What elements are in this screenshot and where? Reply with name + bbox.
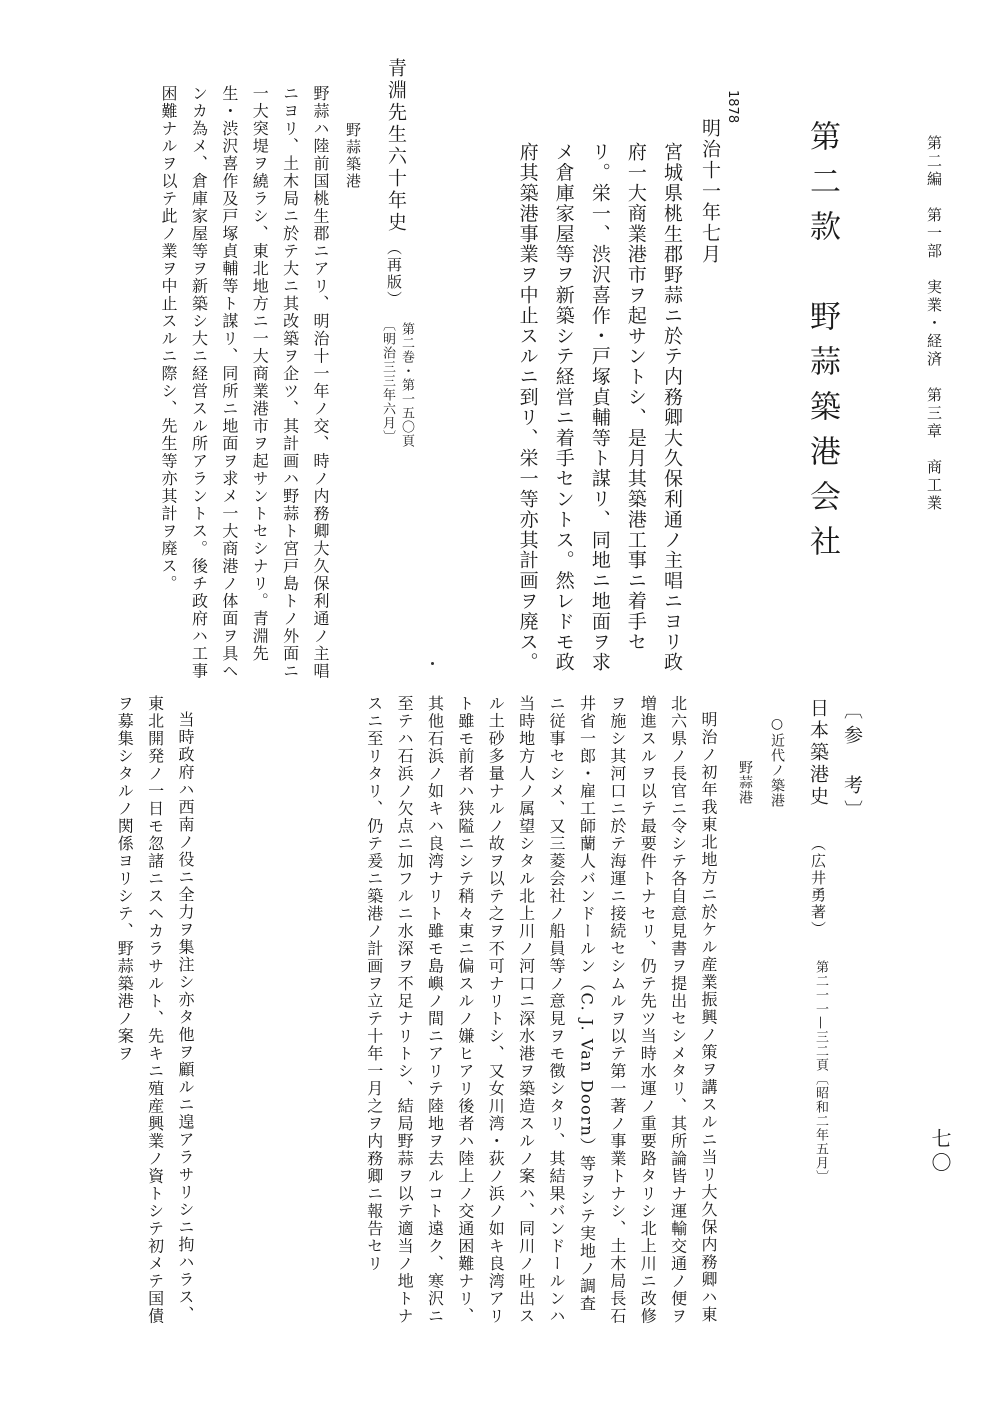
reference-citation: 第二一一—三二頁〔昭和二年五月〕 [813,960,828,1184]
section-title: 第二款 野蒜築港会社 [804,120,840,570]
separator-dot [431,662,434,665]
source-citation-volume: 第二巻・第一五〇頁 [399,322,414,448]
reference-item: ○近代ノ築港 [769,716,785,808]
source-subtitle: 野蒜築港 [344,122,362,190]
page-number: 七〇 [928,1128,952,1176]
reference-body-1: 明治ノ初年我東北地方ニ於ケル産業振興ノ策ヲ講スルニ当リ大久保内務卿ハ東北六県ノ長官ニ令シテ各自意見書ヲ提出セシメタリ、其所論皆ナ運輸交通ノ便ヲ増進スルヲ以テ最要件トナセリ、仍テ先ツ当時水運ノ重要路タリシ北上川ニ改修ヲ施シ其河口ニ於テ海運ニ接続セシムルヲ以テ第一著ノ事業トナシ、土木局長石井省一郎・雇工師蘭人バンドールン（C. J. Van Doorn）等ヲシテ実地ノ調査ニ従事セシメ、又三菱会社ノ船員等ノ意見ヲモ徴シタリ、其結果バンドールンハ当時地方人ノ属望シタル北上川ノ河口ニ深水港ヲ築造スルノ案ハ、同川ノ吐出スル土砂多量ナルノ故ヲ以テ之ヲ不可ナリトシ、又女川湾・荻ノ浜ノ如キ良湾アリト雖モ前者ハ狭隘ニシテ稍々東ニ偏スルノ嫌ヒアリ後者ハ陸上ノ交通困難ナリ、其他石浜ノ如キハ良湾ナリト雖モ島嶼ノ間ニアリテ陸地ヲ去ルコト遠ク、寒沢ニ至テハ石浜ノ欠点ニ加フルニ水深ヲ不足ナリトシ、結局野蒜ヲ以テ適当ノ地トナスニ至リタリ、仍テ爰ニ築港ノ計画ヲ立テ十年一月之ヲ内務卿ニ報告セリ [364,695,718,1325]
source-edition: （再版） [385,240,403,308]
reference-label: 〔参 考〕 [841,700,863,825]
source-citation-date: 〔明治三三年六月〕 [380,318,395,444]
reference-author: （広井勇著） [809,836,827,938]
source-body: 野蒜ハ陸前国桃生郡ニアリ、明治十一年ノ交、時ノ内務卿大久保利通ノ主唱ニヨリ、土木局ニ於テ大ニ其改築ヲ企ツ、其計画ハ野蒜ト宮戸島トノ外面ニ一大突堤ヲ繞ラシ、東北地方ニ一大商業港市ヲ起サントセシナリ。青淵先生・渋沢喜作及戸塚貞輔等ト謀リ、同所ニ地面ヲ求メ一大商港ノ体面ヲ具ヘンカ為メ、倉庫家屋等ヲ新築シ大ニ経営スル所アラントス。後チ政府ハ工事困難ナルヲ以テ此ノ業ヲ中止スルニ際シ、先生等亦其計ヲ廃ス。 [159,85,330,680]
entry-body: 宮城県桃生郡野蒜ニ於テ内務卿大久保利通ノ主唱ニヨリ政府一大商業港市ヲ起サントシ、是月其築港工事ニ着手セリ。栄一、渋沢喜作・戸塚貞輔等ト謀リ、同地ニ地面ヲ求メ倉庫家屋等ヲ新築シテ経営ニ着手セントス。然レドモ政府其築港事業ヲ中止スルニ到リ、栄一等亦其計画ヲ廃ス。 [516,142,683,673]
entry-date: 明治十一年七月 [699,118,721,265]
reference-title: 日本築港史 [807,698,829,808]
entry-year: 1878 [725,90,740,124]
source-title: 青淵先生六十年史 [385,58,407,234]
reference-subitem: 野蒜港 [737,760,753,805]
reference-body-2: 当時政府ハ西南ノ役ニ全力ヲ集注シ亦タ他ヲ顧ルニ遑アラサリシニ拘ハラス、東北開発ノ一日モ忽諸ニスヘカラサルト、先キニ殖産興業ノ資トシテ初メテ国債ヲ募集シタルノ関係ヨリシテ、野蒜築港ノ案ヲ [115,695,195,1325]
running-header: 第二編 第一部 実業・経済 第三章 商工業 [925,135,943,513]
